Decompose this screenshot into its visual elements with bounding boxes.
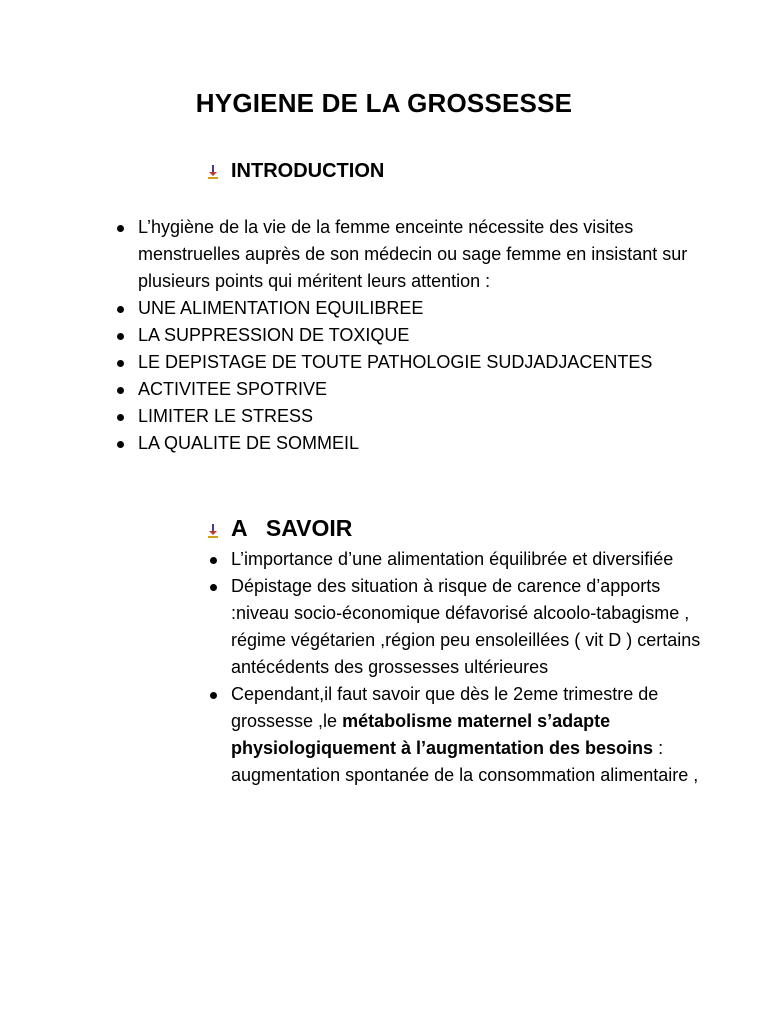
list-item: Cependant,il faut savoir que dès le 2eme trimestre de grossesse ,le métabolisme maternel s’adapte physiologiquement à l’augmentation des besoins : augmentation spontanée de la consommation alimentaire ,	[231, 681, 701, 789]
introduction-heading	[207, 160, 384, 183]
list-item: LE DEPISTAGE DE TOUTE PATHOLOGIE SUDJADJACENTES	[138, 349, 728, 376]
bullet-icon	[117, 360, 124, 367]
list-item: LIMITER LE STRESS	[138, 403, 728, 430]
introduction-heading-text: INTRODUCTION	[231, 160, 385, 182]
bullet-icon	[117, 225, 124, 232]
list-item: L’hygiène de la vie de la femme enceinte nécessite des visites menstruelles auprès de son médecin ou sage femme en insistant sur plusieurs points qui méritent leurs attention :	[138, 214, 728, 295]
bullet-icon	[117, 387, 124, 394]
savoir-heading	[207, 515, 352, 542]
bullet-icon	[117, 414, 124, 421]
bullet-icon	[210, 692, 217, 699]
list-item: L’importance d’une alimentation équilibrée et diversifiée	[231, 546, 701, 573]
down-arrow-bullet-icon	[207, 165, 219, 179]
list-item: LA SUPPRESSION DE TOXIQUE	[138, 322, 728, 349]
bold-emphasis: métabolisme maternel s’adapte physiologiquement à l’augmentation des besoins	[231, 711, 654, 758]
bullet-icon	[117, 333, 124, 340]
bullet-icon	[117, 306, 124, 313]
savoir-heading-text: A SAVOIR	[231, 515, 353, 541]
bullet-icon	[210, 584, 217, 591]
list-item: UNE ALIMENTATION EQUILIBREE	[138, 295, 728, 322]
bullet-icon	[117, 441, 124, 448]
page-title: HYGIENE DE LA GROSSESSE	[195, 88, 573, 118]
down-arrow-bullet-icon	[207, 524, 219, 538]
bullet-icon	[210, 557, 217, 564]
list-item: Dépistage des situation à risque de carence d’apports :niveau socio-économique défavorisé alcoolo-tabagisme , régime végétarien ,région peu ensoleillées ( vit D ) certains antécédents des grossesses ultérieures	[231, 573, 701, 681]
list-item: ACTIVITEE SPOTRIVE	[138, 376, 728, 403]
list-item: LA QUALITE DE SOMMEIL	[138, 430, 728, 457]
savoir-list	[231, 546, 701, 789]
introduction-list	[138, 214, 728, 457]
